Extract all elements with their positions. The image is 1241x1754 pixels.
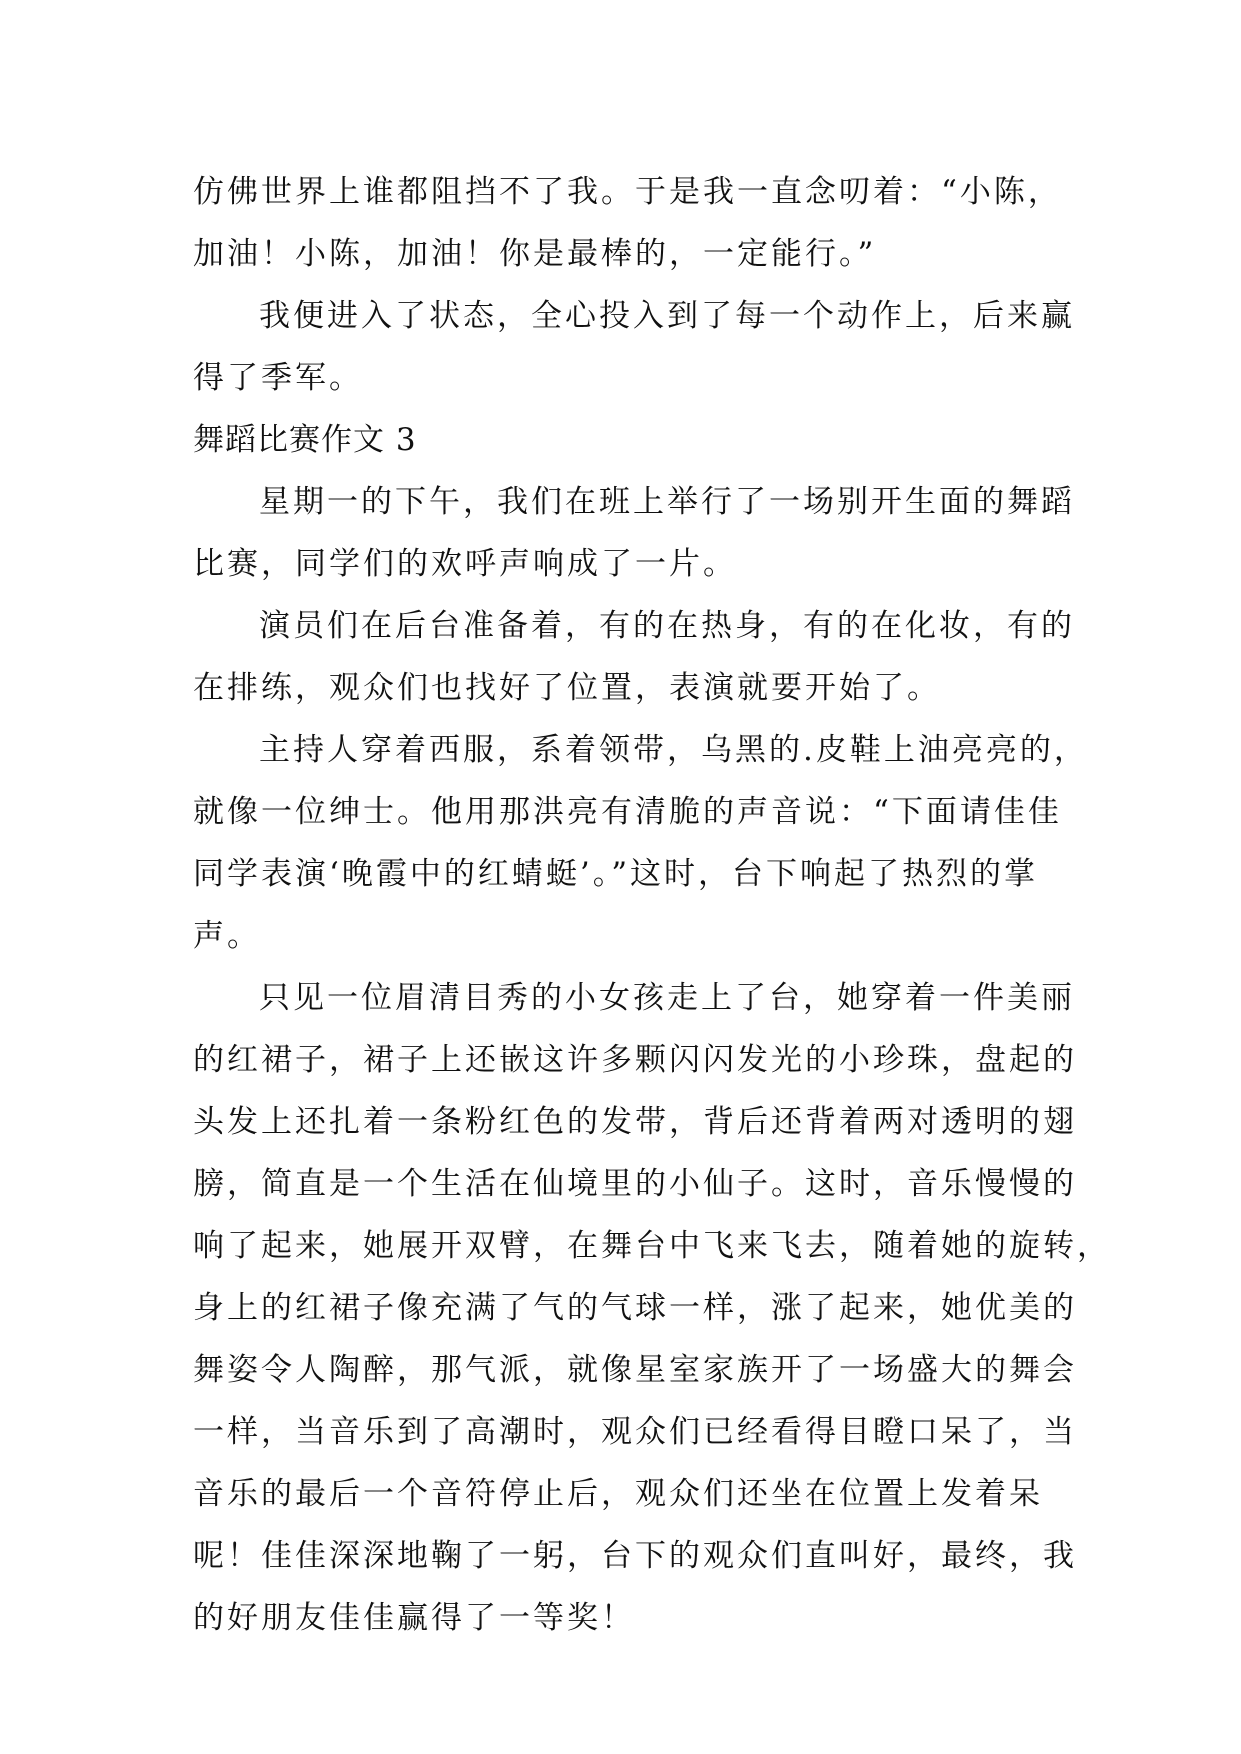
- text-line: 星期一的下午，我们在班上举行了一场别开生面的舞蹈: [259, 484, 1075, 520]
- section-heading: 舞蹈比赛作文 3: [193, 422, 417, 458]
- text-line: 音乐的最后一个音符停止后，观众们还坐在位置上发着呆: [193, 1476, 1043, 1512]
- text-line: 我便进入了状态，全心投入到了每一个动作上，后来赢: [259, 298, 1075, 334]
- text-line: 同学表演‘晚霞中的红蜻蜓’。”这时，台下响起了热烈的掌: [193, 856, 1039, 892]
- text-line: 仿佛世界上谁都阻挡不了我。于是我一直念叨着：“小陈，: [193, 174, 1062, 210]
- text-line: 身上的红裙子像充满了气的气球一样，涨了起来，她优美的: [193, 1290, 1077, 1326]
- text-line: 主持人穿着西服，系着领带，乌黑的.皮鞋上油亮亮的，: [259, 732, 1088, 768]
- text-line: 舞姿令人陶醉，那气派，就像星室家族开了一场盛大的舞会: [193, 1352, 1077, 1388]
- text-line: 在排练，观众们也找好了位置，表演就要开始了。: [193, 670, 941, 706]
- text-line: 只见一位眉清目秀的小女孩走上了台，她穿着一件美丽: [259, 980, 1075, 1016]
- text-line: 就像一位绅士。他用那洪亮有清脆的声音说：“下面请佳佳: [193, 794, 1062, 830]
- essay-body: [193, 161, 1111, 1649]
- text-line: 比赛，同学们的欢呼声响成了一片。: [193, 546, 737, 582]
- text-line: 一样，当音乐到了高潮时，观众们已经看得目瞪口呆了，当: [193, 1414, 1077, 1450]
- text-line: 加油！小陈，加油！你是最棒的，一定能行。”: [193, 236, 877, 272]
- text-line: 声。: [193, 918, 261, 954]
- text-line: 响了起来，她展开双臂，在舞台中飞来飞去，随着她的旋转，: [193, 1228, 1111, 1264]
- text-line: 头发上还扎着一条粉红色的发带，背后还背着两对透明的翅: [193, 1104, 1077, 1140]
- text-line: 膀，简直是一个生活在仙境里的小仙子。这时，音乐慢慢的: [193, 1166, 1077, 1202]
- text-line: 演员们在后台准备着，有的在热身，有的在化妆，有的: [259, 608, 1075, 644]
- text-line: 得了季军。: [193, 360, 363, 396]
- text-line: 呢！佳佳深深地鞠了一躬，台下的观众们直叫好，最终，我: [193, 1538, 1077, 1574]
- text-line: 的红裙子，裙子上还嵌这许多颗闪闪发光的小珍珠，盘起的: [193, 1042, 1077, 1078]
- text-line: 的好朋友佳佳赢得了一等奖！: [193, 1600, 635, 1636]
